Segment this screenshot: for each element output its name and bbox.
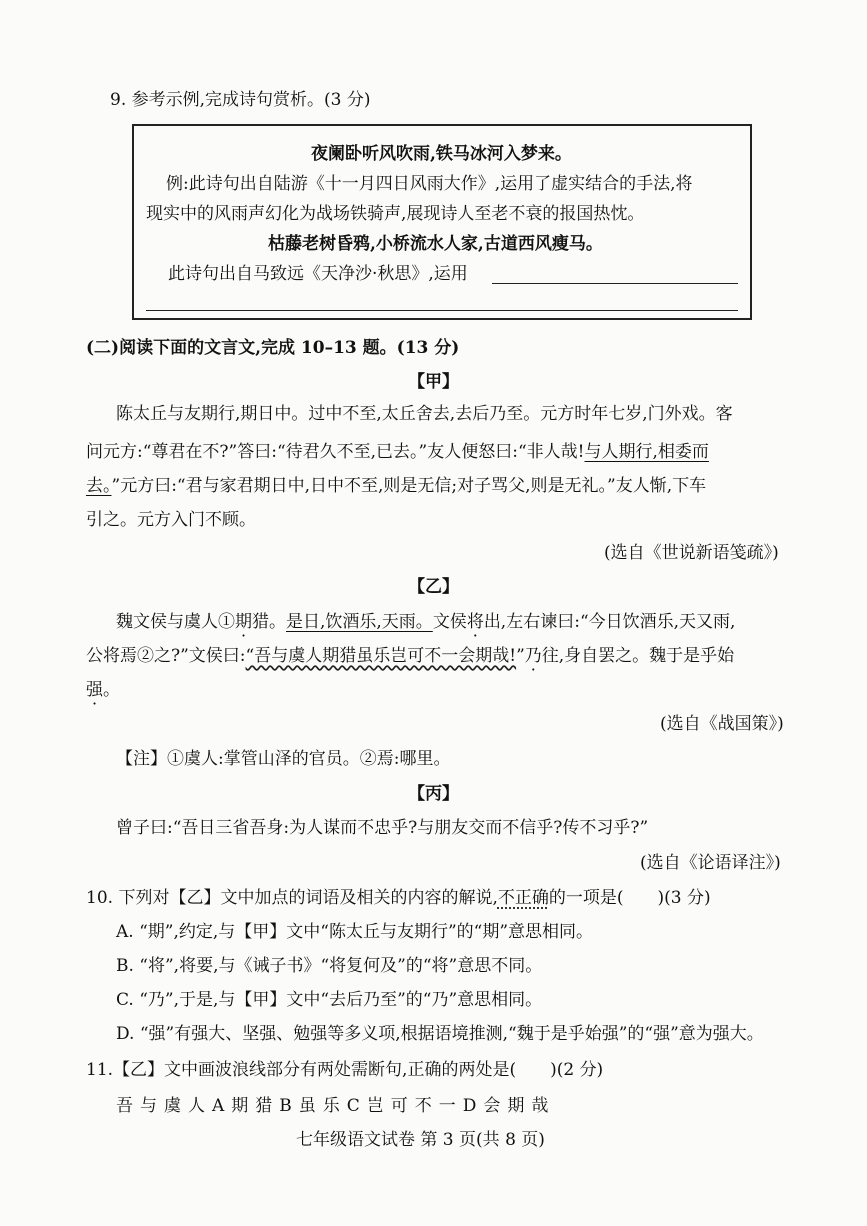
- q9-title: 9. 参考示例,完成诗句赏析。(3 分): [110, 90, 371, 110]
- yi-text-2e: 往,身自罢之。魏于是乎始: [541, 646, 735, 666]
- bing-source: (选自《论语译注》): [640, 853, 781, 873]
- yi-line3: [86, 682, 120, 699]
- yi-source: (选自《战国策》): [660, 714, 784, 734]
- q9-poem2: 枯藤老树昏鸦,小桥流水人家,古道西风瘦马。: [268, 234, 603, 254]
- yi-label: 【乙】: [408, 577, 459, 597]
- q10-stem: [86, 890, 711, 907]
- jia-line4: 引之。元方入门不顾。: [86, 510, 256, 530]
- yi-note: 【注】①虞人:掌管山泽的官员。②焉:哪里。: [116, 749, 451, 769]
- yi-dotted-nai: 乃: [524, 646, 542, 666]
- q9-answer-line-2[interactable]: [146, 310, 738, 311]
- yi-text-g: 出,左右谏曰:“今日饮酒乐,天又雨,: [483, 612, 736, 632]
- q10-emphasis: 不正确: [497, 888, 549, 908]
- yi-text-a: 魏文侯与虞人①: [116, 612, 235, 632]
- bing-text: 曾子曰:“吾日三省吾身:为人谋而不忠乎?与朋友交而不信乎?传不习乎?”: [116, 818, 649, 838]
- q10-option-d: D. “强”有强大、坚强、勉强等多义项,根据语境推测,“魏于是乎始强”的“强”意为强大。: [116, 1024, 764, 1044]
- q10-stem-a: 10. 下列对【乙】文中加点的词语及相关的内容的解说,: [86, 888, 498, 908]
- jia-line3: [86, 478, 706, 495]
- q10-option-b: B. “将”,将要,与《诫子书》“将复何及”的“将”意思不同。: [116, 956, 543, 976]
- yi-text-2c: ”: [516, 646, 525, 666]
- q9-answer-line-1[interactable]: [492, 283, 738, 284]
- q11-sentence: 吾与虞人A期猎B虽乐C岂可不一D会期哉: [116, 1096, 556, 1116]
- q11-stem-b: )(2 分): [550, 1060, 604, 1080]
- yi-text-e: 文侯: [432, 612, 467, 632]
- yi-text-2a: 公将焉②之?”文侯曰:: [86, 646, 246, 666]
- yi-line2: [86, 648, 734, 665]
- jia-line2: [86, 444, 709, 461]
- page-footer: 七年级语文试卷 第 3 页(共 8 页): [296, 1130, 545, 1150]
- jia-underlined-1: 与人期行,相委而: [584, 442, 709, 462]
- yi-text-c: 猎。: [252, 612, 286, 632]
- q9-poem1: 夜阑卧听风吹雨,铁马冰河入梦来。: [311, 144, 572, 164]
- q9-example-line1: 例:此诗句出自陆游《十一月四日风雨大作》,运用了虚实结合的手法,将: [166, 174, 693, 194]
- q9-answer-prompt: 此诗句出自马致远《天净沙·秋思》,运用: [168, 264, 468, 284]
- q10-option-a: A. “期”,约定,与【甲】文中“陈太丘与友期行”的“期”意思相同。: [116, 922, 594, 942]
- jia-underlined-2: 去。: [86, 476, 112, 496]
- yi-wavy-sentence: “吾与虞人期猎虽乐岂可不一会期哉!: [245, 646, 517, 666]
- jia-label: 【甲】: [408, 372, 459, 392]
- q10-stem-c: 的一项是(: [548, 888, 624, 908]
- yi-dotted-jiang: 将: [466, 612, 484, 632]
- q11-stem: [86, 1062, 603, 1079]
- jia-line3-text: ”元方曰:“君与家君期日中,日中不至,则是无信;对子骂父,则是无礼。”友人惭,下车: [111, 476, 707, 496]
- q10-stem-d: )(3 分): [657, 888, 711, 908]
- q9-example-line2: 现实中的风雨声幻化为战场铁骑声,展现诗人至老不衰的报国热忱。: [146, 204, 645, 224]
- yi-line1: [116, 614, 735, 631]
- bing-label: 【丙】: [408, 784, 459, 804]
- q10-option-c: C. “乃”,于是,与【甲】文中“去后乃至”的“乃”意思相同。: [116, 990, 543, 1010]
- yi-underlined: 是日,饮酒乐,天雨。: [286, 612, 433, 632]
- jia-line1: 陈太丘与友期行,期日中。过中不至,太丘舍去,去后乃至。元方时年七岁,门外戏。客: [116, 404, 733, 424]
- section2-heading: (二)阅读下面的文言文,完成 10–13 题。(13 分): [86, 338, 460, 358]
- yi-dotted-qiang: 强: [86, 680, 103, 700]
- q11-stem-a: 11.【乙】文中画波浪线部分有两处需断句,正确的两处是(: [86, 1060, 517, 1080]
- jia-source: (选自《世说新语笺疏》): [604, 543, 779, 563]
- yi-dotted-qi: 期: [235, 612, 252, 632]
- yi-text-3b: 。: [103, 680, 120, 700]
- jia-line2-text: 问元方:“尊君在不?”答曰:“待君久不至,已去。”友人便怒曰:“非人哉!: [86, 442, 585, 462]
